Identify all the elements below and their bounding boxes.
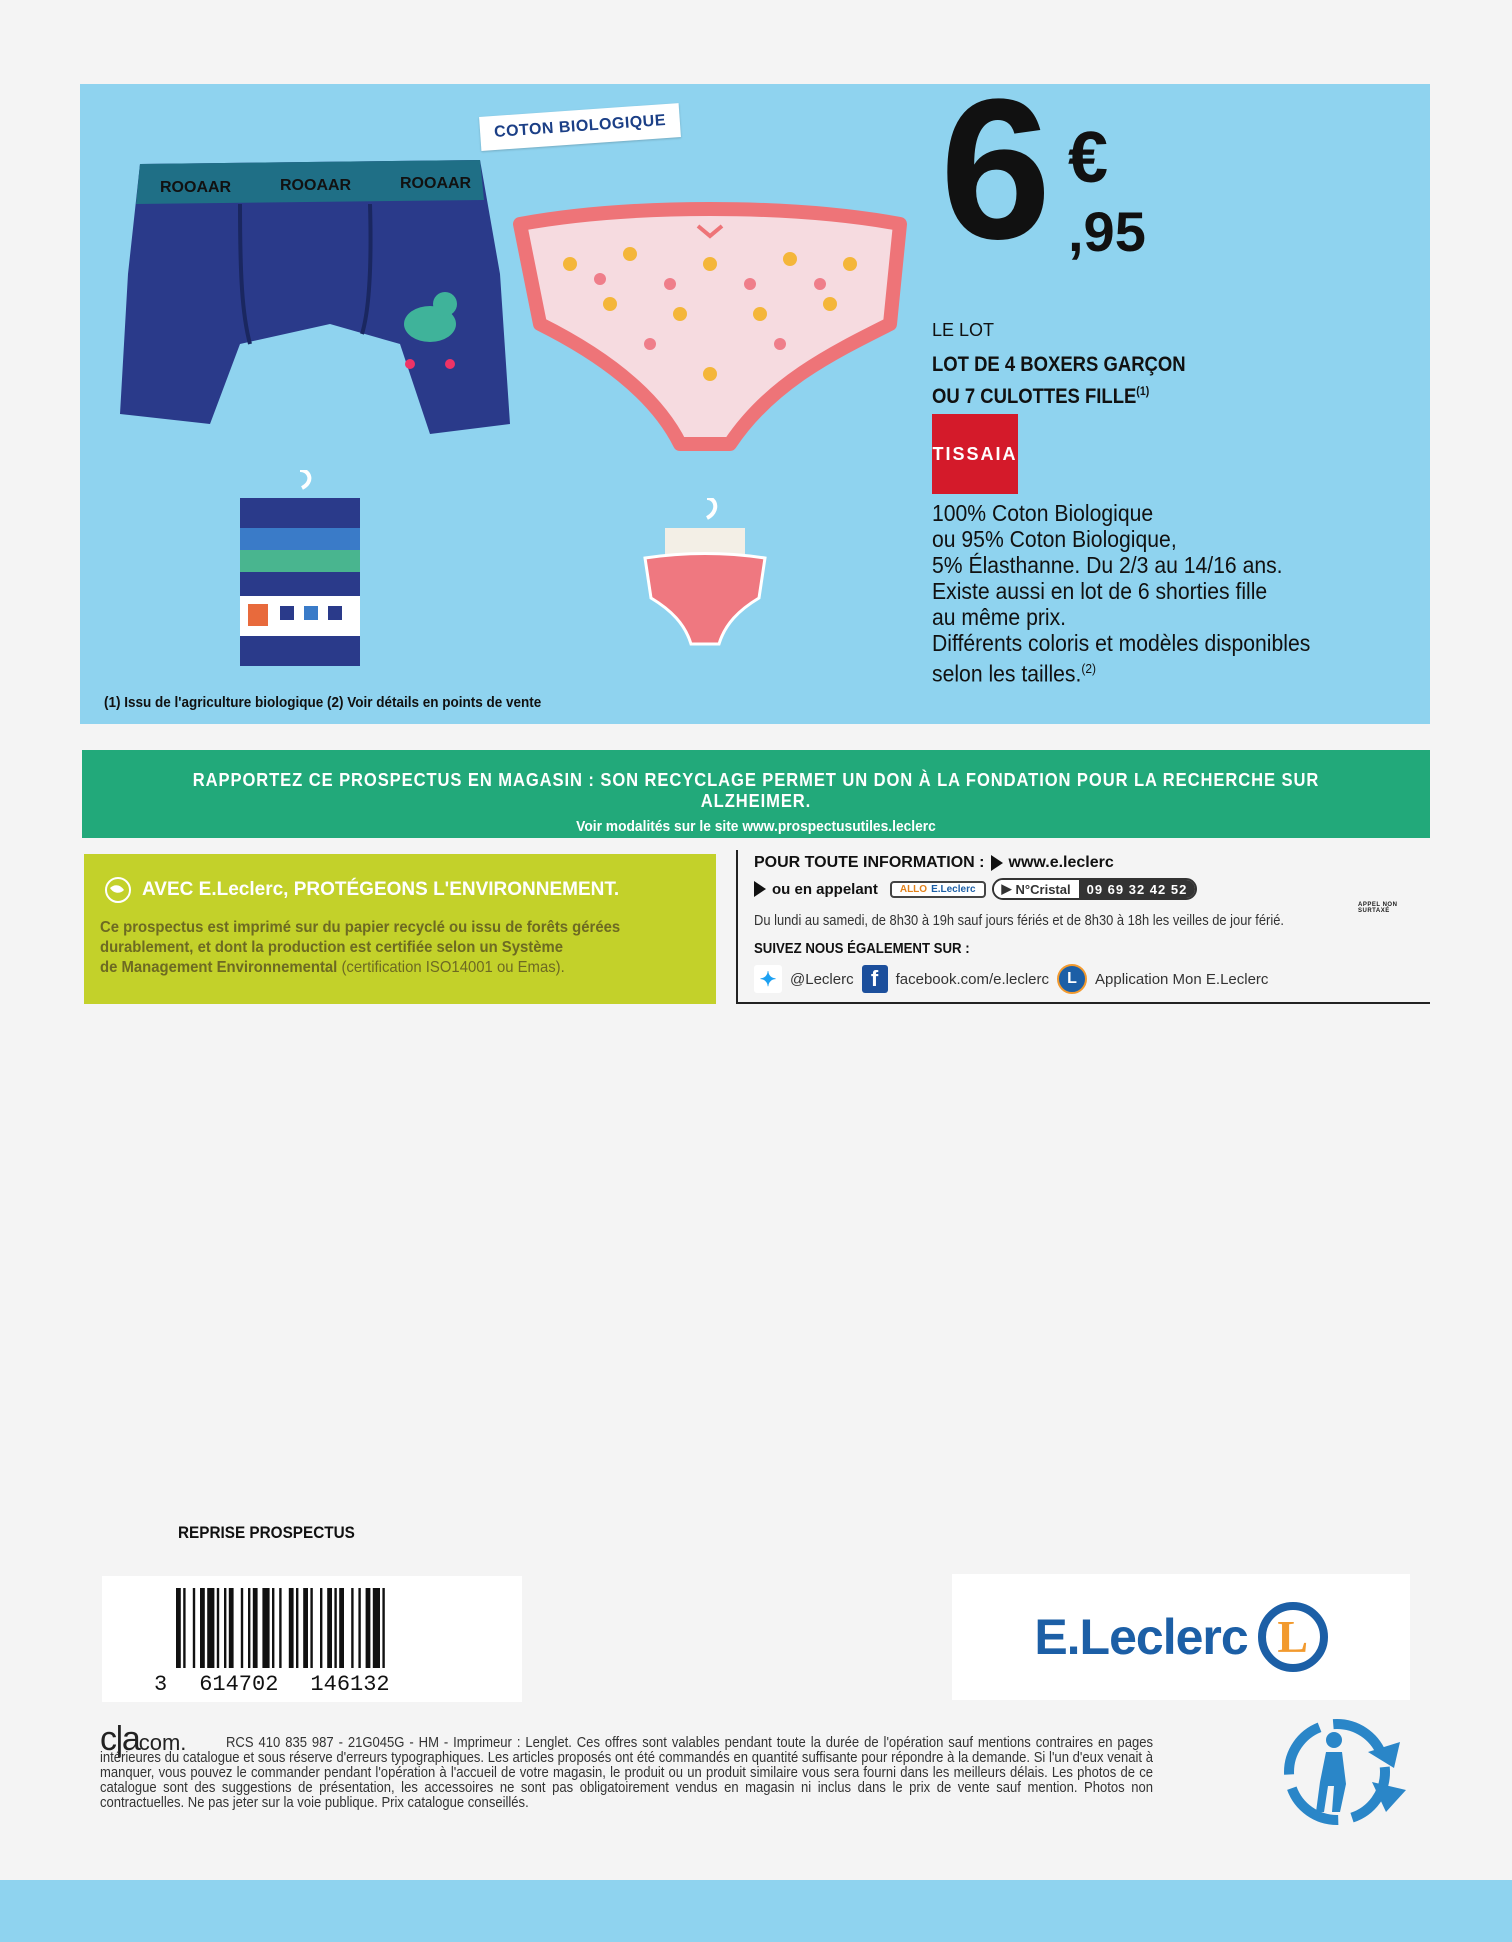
barcode-bar [358, 1588, 360, 1668]
barcode-bar [310, 1588, 312, 1668]
promo-panel [80, 84, 1430, 724]
arrow-right-icon [991, 855, 1003, 871]
phone-number-badge[interactable]: ▶ N°Cristal 09 69 32 42 52 [992, 878, 1198, 900]
phone-label: ou en appelant [772, 880, 878, 898]
info-label: POUR TOUTE INFORMATION : [754, 854, 985, 871]
arrow-right-icon [754, 881, 766, 897]
recycle-banner-link[interactable]: Voir modalités sur le site www.prospectusutiles.leclerc [576, 818, 936, 835]
recycle-banner [82, 750, 1430, 838]
brand-logo: TISSAIA [932, 414, 1018, 494]
website-link[interactable]: www.e.leclerc [1008, 854, 1114, 871]
leclerc-logo-text: E.Leclerc [1034, 1609, 1248, 1665]
twitter-handle[interactable]: @Leclerc [790, 970, 854, 988]
legal-text: RCS 410 835 987 - 21G045G - HM - Imprimeur : Lenglet. Ces offres sont valables pendant toute la durée de l'opération sauf mentions contraires en pages intérieures du catalogue et sous réserve d'erreurs typographiques. Les articles proposés ont été commandés en quantité suffisante pour répondre à la demande. Si l'un d'eux venait à manquer, vous pouvez le commander pendant l'opération à l'accueil de votre magasin, le produit ou un produit similaire vous sera fourni dans les meilleurs délais. Les photos de ce catalogue sont des suggestions de présentation, les accessoires ne sont pas obligatoirement vendus en magasin ni inclus dans le prix de vente sauf mention. Photos non contractuelles. Ne pas jeter sur la voie publique. Prix catalogue conseillés. [100, 1735, 1153, 1811]
environment-title: AVEC E.Leclerc, PROTÉGEONS L'ENVIRONNEMENT. [142, 879, 620, 900]
leclerc-l-icon: L [1258, 1602, 1328, 1672]
cla-logo: c|acom. [100, 1720, 187, 1758]
barcode-bar [382, 1588, 384, 1668]
facebook-icon[interactable]: f [862, 965, 888, 993]
contact-info-box [736, 850, 1430, 1004]
svg-text:ROOAAR: ROOAAR [280, 177, 352, 194]
environment-box [84, 854, 716, 1004]
barcode-bar [366, 1588, 371, 1668]
barcode-digit-left: 614702 [199, 1672, 279, 1697]
price-unit: LE LOT [932, 320, 995, 340]
svg-text:ROOAAR: ROOAAR [160, 179, 232, 196]
barcode-bar [200, 1588, 205, 1668]
barcode-bar [272, 1588, 274, 1668]
barcode-bar [351, 1588, 353, 1668]
barcode-bar [327, 1588, 332, 1668]
barcode-bar [217, 1588, 219, 1668]
organic-cotton-label: COTON BIOLOGIQUE [479, 103, 681, 151]
barcode-bar [320, 1588, 322, 1668]
product-footnote: (1) Issu de l'agriculture biologique (2) Voir détails en points de vente [104, 694, 542, 711]
brief-product-image [510, 164, 910, 454]
barcode-digit-prefix: 3 [154, 1672, 168, 1697]
leclerc-app-icon[interactable]: L [1057, 964, 1087, 994]
barcode-bar [339, 1588, 344, 1668]
barcode-bar [303, 1588, 308, 1668]
barcode-bar [334, 1588, 336, 1668]
price-currency: € [1068, 118, 1109, 198]
reprise-label: REPRISE PROSPECTUS [178, 1523, 355, 1542]
barcode-bar [373, 1588, 380, 1668]
globe-leaf-icon [104, 876, 132, 904]
bottom-strip [0, 1880, 1512, 1942]
barcode-bar [176, 1588, 181, 1668]
barcode-bar [224, 1588, 226, 1668]
play-icon: ▶ [1001, 881, 1012, 896]
barcode-bar [279, 1588, 281, 1668]
barcode-bar [207, 1588, 214, 1668]
call-note: APPEL NON SURTAXÉ [1358, 902, 1398, 914]
barcode-bar [248, 1588, 250, 1668]
barcode-bar [229, 1588, 234, 1668]
price-integer: 6 [940, 84, 1046, 281]
leclerc-logo [952, 1574, 1410, 1700]
allo-badge: ALLO E.Leclerc [890, 881, 986, 898]
boxer-pack-image [240, 470, 360, 670]
barcode-bar [183, 1588, 185, 1668]
barcode [102, 1576, 522, 1702]
svg-text:ROOAAR: ROOAAR [400, 175, 472, 192]
recycle-person-icon [1282, 1712, 1412, 1832]
barcode-bar [241, 1588, 243, 1668]
price-tag [940, 84, 1200, 298]
boxer-product-image [100, 124, 520, 454]
twitter-icon[interactable]: ✦ [754, 965, 782, 993]
app-link[interactable]: Application Mon E.Leclerc [1095, 970, 1269, 988]
brief-pack-image [635, 498, 775, 648]
recycle-banner-title: RAPPORTEZ CE PROSPECTUS EN MAGASIN : SON RECYCLAGE PERMET UN DON À LA FONDATION POUR LA RECHERCHE SUR ALZHEIMER. [192, 770, 1320, 811]
barcode-bar [253, 1588, 258, 1668]
environment-text: Ce prospectus est imprimé sur du papier recyclé ou issu de forêts gérées durablement, et dont la production est certifiée selon un Système de Management Environnemental (certification ISO14001 ou Emas). [100, 919, 621, 976]
product-title: LOT DE 4 BOXERS GARÇON OU 7 CULOTTES FILLE$^{(1)}$ [932, 353, 1186, 408]
follow-us-label: SUIVEZ NOUS ÉGALEMENT SUR : [754, 940, 970, 957]
opening-hours: Du lundi au samedi, de 8h30 à 19h sauf jours fériés et de 8h30 à 18h les veilles de jour férié. [754, 912, 1284, 929]
barcode-digit-right: 146132 [310, 1672, 390, 1697]
barcode-bar [262, 1588, 269, 1668]
barcode-bars [176, 1588, 476, 1668]
barcode-bar [289, 1588, 294, 1668]
product-description: 100% Coton Biologique ou 95% Coton Biologique, 5% Élasthanne. Du 2/3 au 14/16 ans. Existe aussi en lot de 6 shorties fille au même prix. Différents coloris et modèles disponibles selon les tailles.$^{(2)}$ [932, 500, 1311, 687]
facebook-link[interactable]: facebook.com/e.leclerc [895, 970, 1049, 988]
barcode-bar [296, 1588, 298, 1668]
barcode-bar [193, 1588, 195, 1668]
price-decimals: ,95 [1068, 200, 1146, 263]
